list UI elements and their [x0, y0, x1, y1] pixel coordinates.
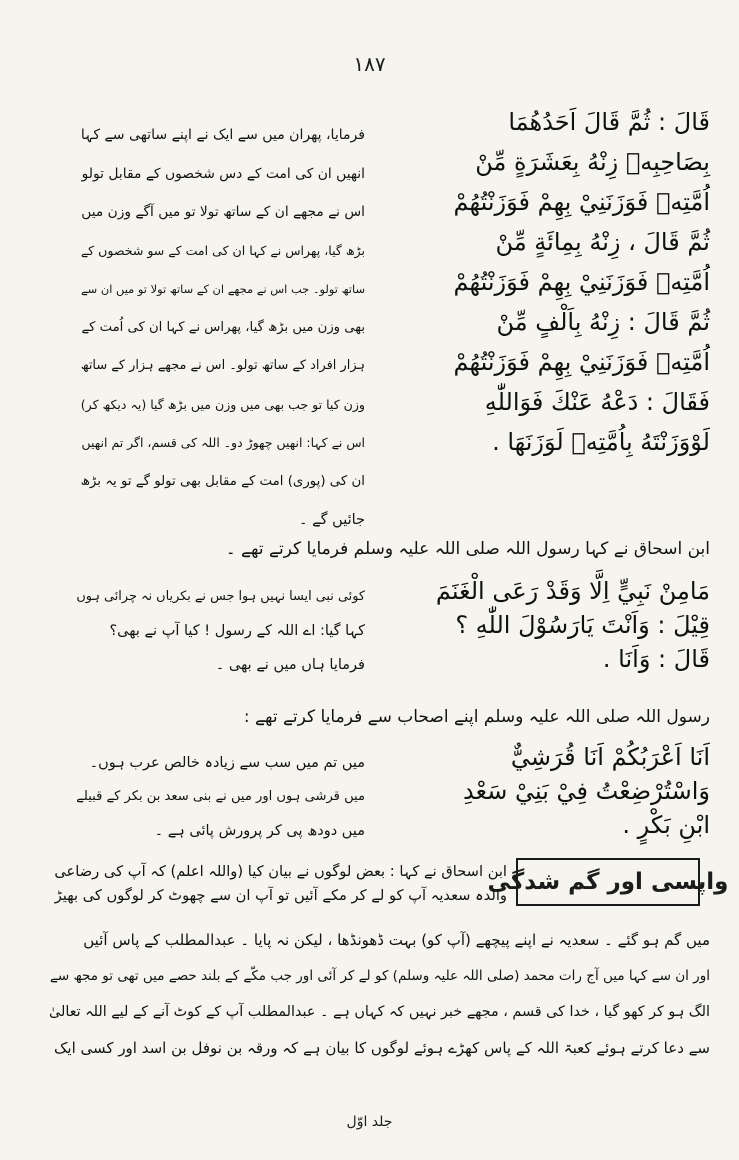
arabic-line: بِصَاحِبِهٖ زِنْهُ بِعَشَرَةٍ مِّنْ [475, 148, 710, 176]
final-paragraph [35, 922, 710, 1066]
page-number: ۱۸۷ [353, 52, 386, 76]
arabic-line: اُمَّتِهٖ فَوَزَنَنِيْ بِهِمْ فَوَزَنْتُهُمْ [453, 348, 710, 376]
arabic-line: قِيْلَ : وَاَنْتَ يَارَسُوْلَ اللّٰهِ ؟ [455, 611, 710, 639]
paragraph-line: اور ان سے کہا میں آج رات محمد (صلی اللہ علیہ وسلم) کو لے کر آئی اور جب مکّے کے بلند حصے میں تھی تو مجھ سے [49, 968, 710, 984]
arabic-line: اَنَا اَعْرَبُكُمْ اَنَا قُرَشِيٌّ [510, 743, 710, 771]
translation-line: میں تم میں سب سے زیادہ خالص عرب ہوں۔ [89, 755, 365, 771]
arabic-hadith-block-2 [372, 574, 710, 676]
arabic-line: لَوْوَزَنْتَهُ بِاُمَّتِهٖ لَوَزَنَهَا . [492, 428, 710, 456]
arabic-line: ثُمَّ قَالَ : زِنْهُ بِاَلْفٍ مِّنْ [496, 308, 710, 336]
urdu-translation-block-2 [70, 580, 365, 682]
translation-line: فرمایا ہاں میں نے بھی ۔ [215, 657, 365, 673]
arabic-line: اُمَّتِهٖ فَوَزَنَنِيْ بِهِمْ فَوَزَنْتُهُمْ [453, 268, 710, 296]
translation-line: ساتھ تولو۔ جب اس نے مجھے ان کے ساتھ تولا تو میں ان سے [80, 282, 365, 296]
paragraph-line: ابن اسحاق نے کہا : بعض لوگوں نے بیان کیا (واللہ اعلم) کہ آپ کی رضاعی [54, 863, 507, 880]
arabic-hadith-block-1 [375, 102, 710, 462]
translation-line: میں دودھ پی کر پرورش پائی ہے ۔ [154, 823, 365, 839]
arabic-line: مَامِنْ نَبِيٍّ اِلَّا وَقَدْ رَعَى الْغَنَمَ [435, 577, 710, 605]
paragraph-line: میں گم ہو گئے ۔ سعدیہ نے اپنے پیچھے (آپ کو) بہت ڈھونڈھا ، لیکن نہ پایا ۔ عبدالمطلب کے پاس آئیں [83, 931, 710, 949]
arabic-line: وَاسْتُرْضِعْتُ فِيْ بَنِيْ سَعْدِ [463, 777, 710, 805]
translation-line: کہا گیا: اے اللہ کے رسول ! کیا آپ نے بھی؟ [109, 623, 365, 639]
arabic-line: اُمَّتِهٖ فَوَزَنَنِيْ بِهِمْ فَوَزَنْتُهُمْ [453, 188, 710, 216]
translation-line: کوئی نبی ایسا نہیں ہوا جس نے بکریاں نہ چرائی ہوں [76, 589, 365, 604]
arabic-line: ابْنِ بَكْرٍ . [622, 811, 710, 839]
translation-line: انھیں ان کی امت کے دس شخصوں کے مقابل تولو [81, 165, 365, 182]
page-footer: جلد اوّل [346, 1114, 393, 1130]
translation-line: فرمایا، پھران میں سے ایک نے اپنے ساتھی سے کہا [80, 127, 365, 143]
section-heading-box: واپسی اور گم شدگی [516, 858, 700, 906]
translation-line: ان کی (پوری) امت کے مقابل بھی تولو گے تو یہ بڑھ [80, 473, 365, 489]
translation-line: جائیں گے ۔ [299, 512, 365, 528]
translation-line: اس نے کہا: انھیں چھوڑ دو۔ اللہ کی قسم، اگر تم انھیں [81, 435, 365, 450]
translation-line: بھی وزن میں بڑھ گیا، پھراس نے کہا ان کی اُمت کے [81, 319, 365, 335]
paragraph-line: والدہ سعدیہ آپ کو لے کر مکے آئیں تو آپ ان سے چھوٹ کر لوگوں کی بھیڑ [54, 887, 507, 904]
paragraph-line: سے دعا کرتے ہوئے کعبۃ اللہ کے پاس کھڑے ہوئے لوگوں کا بیان ہے کہ ورقہ بن نوفل بن اسد اور کسی ایک [53, 1039, 710, 1057]
translation-line: اس نے مجھے ان کے ساتھ تولا تو میں آگے وزن میں [81, 204, 365, 220]
arabic-line: فَقَالَ : دَعْهُ عَنْكَ فَوَاللّٰهِ [484, 388, 710, 416]
narration-line: ابن اسحاق نے کہا رسول اللہ صلی اللہ علیہ وسلم فرمایا کرتے تھے ۔ [225, 539, 710, 559]
arabic-line: ثُمَّ قَالَ ، زِنْهُ بِمِائَةٍ مِّنْ [495, 228, 710, 256]
urdu-translation-block-1 [75, 116, 365, 540]
narration-line: رسول اللہ صلی اللہ علیہ وسلم اپنے اصحاب سے فرمایا کرتے تھے : [243, 707, 710, 727]
translation-line: وزن کیا تو جب بھی میں وزن میں بڑھ گیا (یہ دیکھ کر) [80, 396, 365, 412]
arabic-hadith-block-3 [372, 740, 710, 842]
paragraph-line: الگ ہو کر کھو گیا ، خدا کی قسم ، مجھے خبر نہیں کہ کہاں ہے ۔ عبدالمطلب آپ کے کوٹ آنے کے لیے اللہ تعالیٰ [49, 1004, 710, 1020]
heading-side-text [45, 860, 507, 908]
arabic-line: قَالَ : ثُمَّ قَالَ اَحَدُهُمَا [508, 108, 710, 136]
translation-line: میں قرشی ہوں اور میں نے بنی سعد بن بکر کے قبیلے [76, 789, 365, 804]
urdu-translation-block-3 [70, 746, 365, 848]
translation-line: بڑھ گیا، پھراس نے کہا ان کی امت کے سو شخصوں کے [80, 242, 365, 258]
translation-line: ہزار افراد کے ساتھ تولو۔ اس نے مجھے ہزار کے ساتھ [80, 358, 365, 373]
arabic-line: قَالَ : وَاَنَا . [602, 645, 710, 673]
